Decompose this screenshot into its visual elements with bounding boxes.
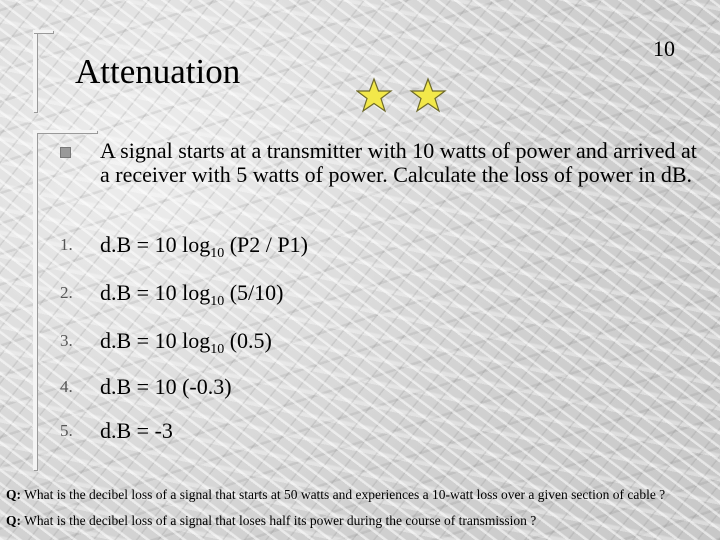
star-icon <box>357 79 391 111</box>
question-prefix: Q: <box>6 487 21 502</box>
page-number: 10 <box>653 36 675 61</box>
question-prefix: Q: <box>6 513 21 528</box>
bullet-marker <box>60 147 71 158</box>
slide-title: Attenuation <box>75 52 241 91</box>
question-text: What is the decibel loss of a signal that starts at 50 watts and experiences a 10-watt loss over a given section of cable ? <box>21 487 666 502</box>
equation-text: d.B = 10 log <box>100 280 211 305</box>
equation-text: (P2 / P1) <box>224 232 308 257</box>
problem-statement: A signal starts at a transmitter with 10 watts of power and arrived at a receiver with 5 watts of power. Calculate the loss of power in dB. <box>100 138 697 187</box>
step-equation <box>100 375 232 399</box>
practice-question <box>6 487 665 503</box>
step-equation <box>100 419 173 443</box>
equation-text: d.B = 10 log <box>100 232 211 257</box>
equation-text: d.B = -3 <box>100 418 173 443</box>
star-icon <box>411 79 445 111</box>
equation-text: d.B = 10 log <box>100 328 211 353</box>
step-number: 3. <box>60 331 73 350</box>
equation-subscript: 10 <box>210 246 225 261</box>
step-equation <box>100 232 308 261</box>
step-number: 4. <box>60 377 73 396</box>
frame-line-left-top <box>33 30 37 112</box>
star-decoration <box>356 77 452 115</box>
frame-line-mid <box>37 130 97 133</box>
step-equation <box>100 280 284 309</box>
step-number: 2. <box>60 283 73 302</box>
frame-line-top-short <box>33 30 53 33</box>
practice-question <box>6 513 536 529</box>
equation-text: d.B = 10 (-0.3) <box>100 374 232 399</box>
step-number: 5. <box>60 421 73 440</box>
equation-subscript: 10 <box>210 342 225 357</box>
frame-line-left-bottom <box>33 130 37 470</box>
equation-text: (5/10) <box>224 280 284 305</box>
step-equation <box>100 328 272 357</box>
step-number: 1. <box>60 235 73 254</box>
equation-subscript: 10 <box>210 294 225 309</box>
question-text: What is the decibel loss of a signal that loses half its power during the course of transmission ? <box>21 513 537 528</box>
equation-text: (0.5) <box>224 328 272 353</box>
